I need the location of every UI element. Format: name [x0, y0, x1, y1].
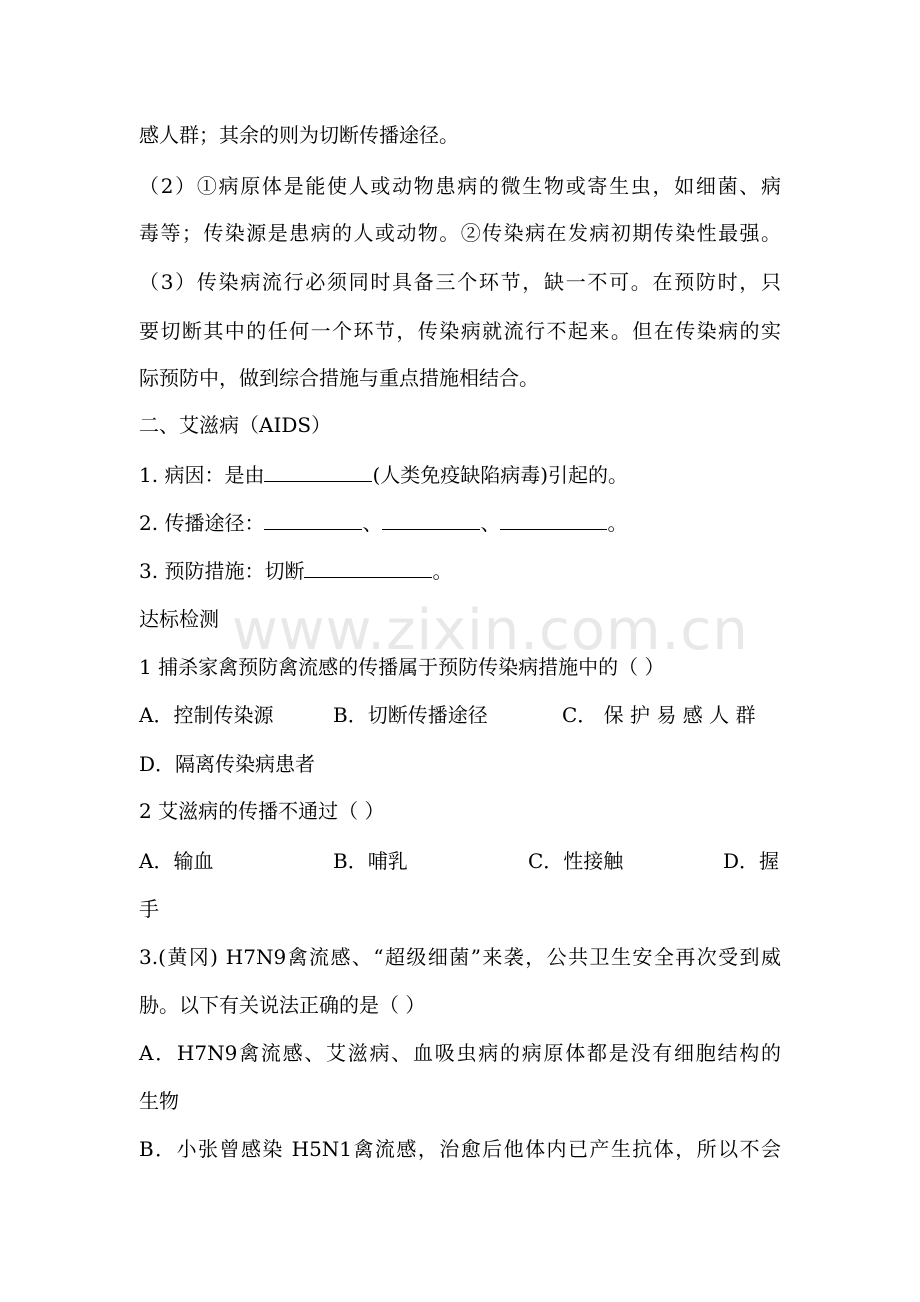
- option-a[interactable]: A．控制传染源: [139, 703, 274, 727]
- text-line: （3）传染病流行必须同时具备三个环节，缺一不可。在预防时，只: [139, 270, 781, 294]
- fill-blank-line: [139, 509, 627, 537]
- text-segment: 。: [432, 559, 453, 583]
- text-segment: 。: [607, 511, 628, 535]
- answer-blank[interactable]: [264, 509, 362, 530]
- text-segment: 2. 传播途径：: [139, 511, 265, 535]
- answer-blank[interactable]: [304, 557, 432, 578]
- answer-blank[interactable]: [500, 509, 607, 530]
- option-a[interactable]: A．输血: [139, 849, 214, 873]
- question-stem: 胁。以下有关说法正确的是（ ）: [139, 993, 426, 1017]
- text-line: 际预防中，做到综合措施与重点措施相结合。: [139, 366, 539, 390]
- fill-blank-line: [139, 461, 628, 489]
- option-c[interactable]: C．性接触: [528, 849, 624, 873]
- option-c[interactable]: C． 保 护 易 感 人 群: [562, 703, 756, 727]
- option-a[interactable]: A．H7N9禽流感、艾滋病、血吸虫病的病原体都是没有细胞结构的: [139, 1041, 781, 1065]
- option-b[interactable]: B．小张曾感染 H5N1禽流感，治愈后他体内已产生抗体，所以不会: [139, 1137, 781, 1161]
- text-line: 毒等；传染源是患病的人或动物。②传染病在发病初期传染性最强。: [139, 221, 781, 245]
- option-d[interactable]: D．隔离传染病患者: [139, 752, 316, 776]
- watermark: www.zixin.com.cn: [232, 598, 749, 663]
- text-line: 要切断其中的任何一个环节，传染病就流行不起来。但在传染病的实: [139, 319, 781, 343]
- question-stem: 1 捕杀家禽预防禽流感的传播属于预防传染病措施中的（ ）: [139, 655, 665, 679]
- section-heading: 二、艾滋病（AIDS）: [139, 413, 332, 437]
- fill-blank-line: [139, 557, 452, 585]
- text-line: 手: [139, 897, 159, 921]
- section-heading: 达标检测: [139, 607, 219, 631]
- text-line: 生物: [139, 1089, 179, 1113]
- text-segment: (人类免疫缺陷病毒)引起的。: [372, 463, 629, 487]
- answer-blank[interactable]: [382, 509, 480, 530]
- text-segment: 、: [362, 511, 383, 535]
- text-line: （2）①病原体是能使人或动物患病的微生物或寄生虫，如细菌、病: [139, 174, 781, 198]
- answer-blank[interactable]: [264, 461, 372, 482]
- text-segment: 3. 预防措施：切断: [139, 559, 305, 583]
- question-stem: 2 艾滋病的传播不通过（ ）: [139, 799, 385, 823]
- option-b[interactable]: B．哺乳: [333, 849, 408, 873]
- text-segment: 、: [480, 511, 501, 535]
- option-d[interactable]: D．握: [723, 849, 780, 873]
- option-b[interactable]: B．切断传播途径: [333, 703, 488, 727]
- text-line: 感人群；其余的则为切断传播途径。: [139, 123, 459, 147]
- question-stem: 3.(黄冈) H7N9禽流感、“超级细菌”来袭，公共卫生安全再次受到威: [139, 945, 781, 969]
- text-segment: 1. 病因：是由: [139, 463, 265, 487]
